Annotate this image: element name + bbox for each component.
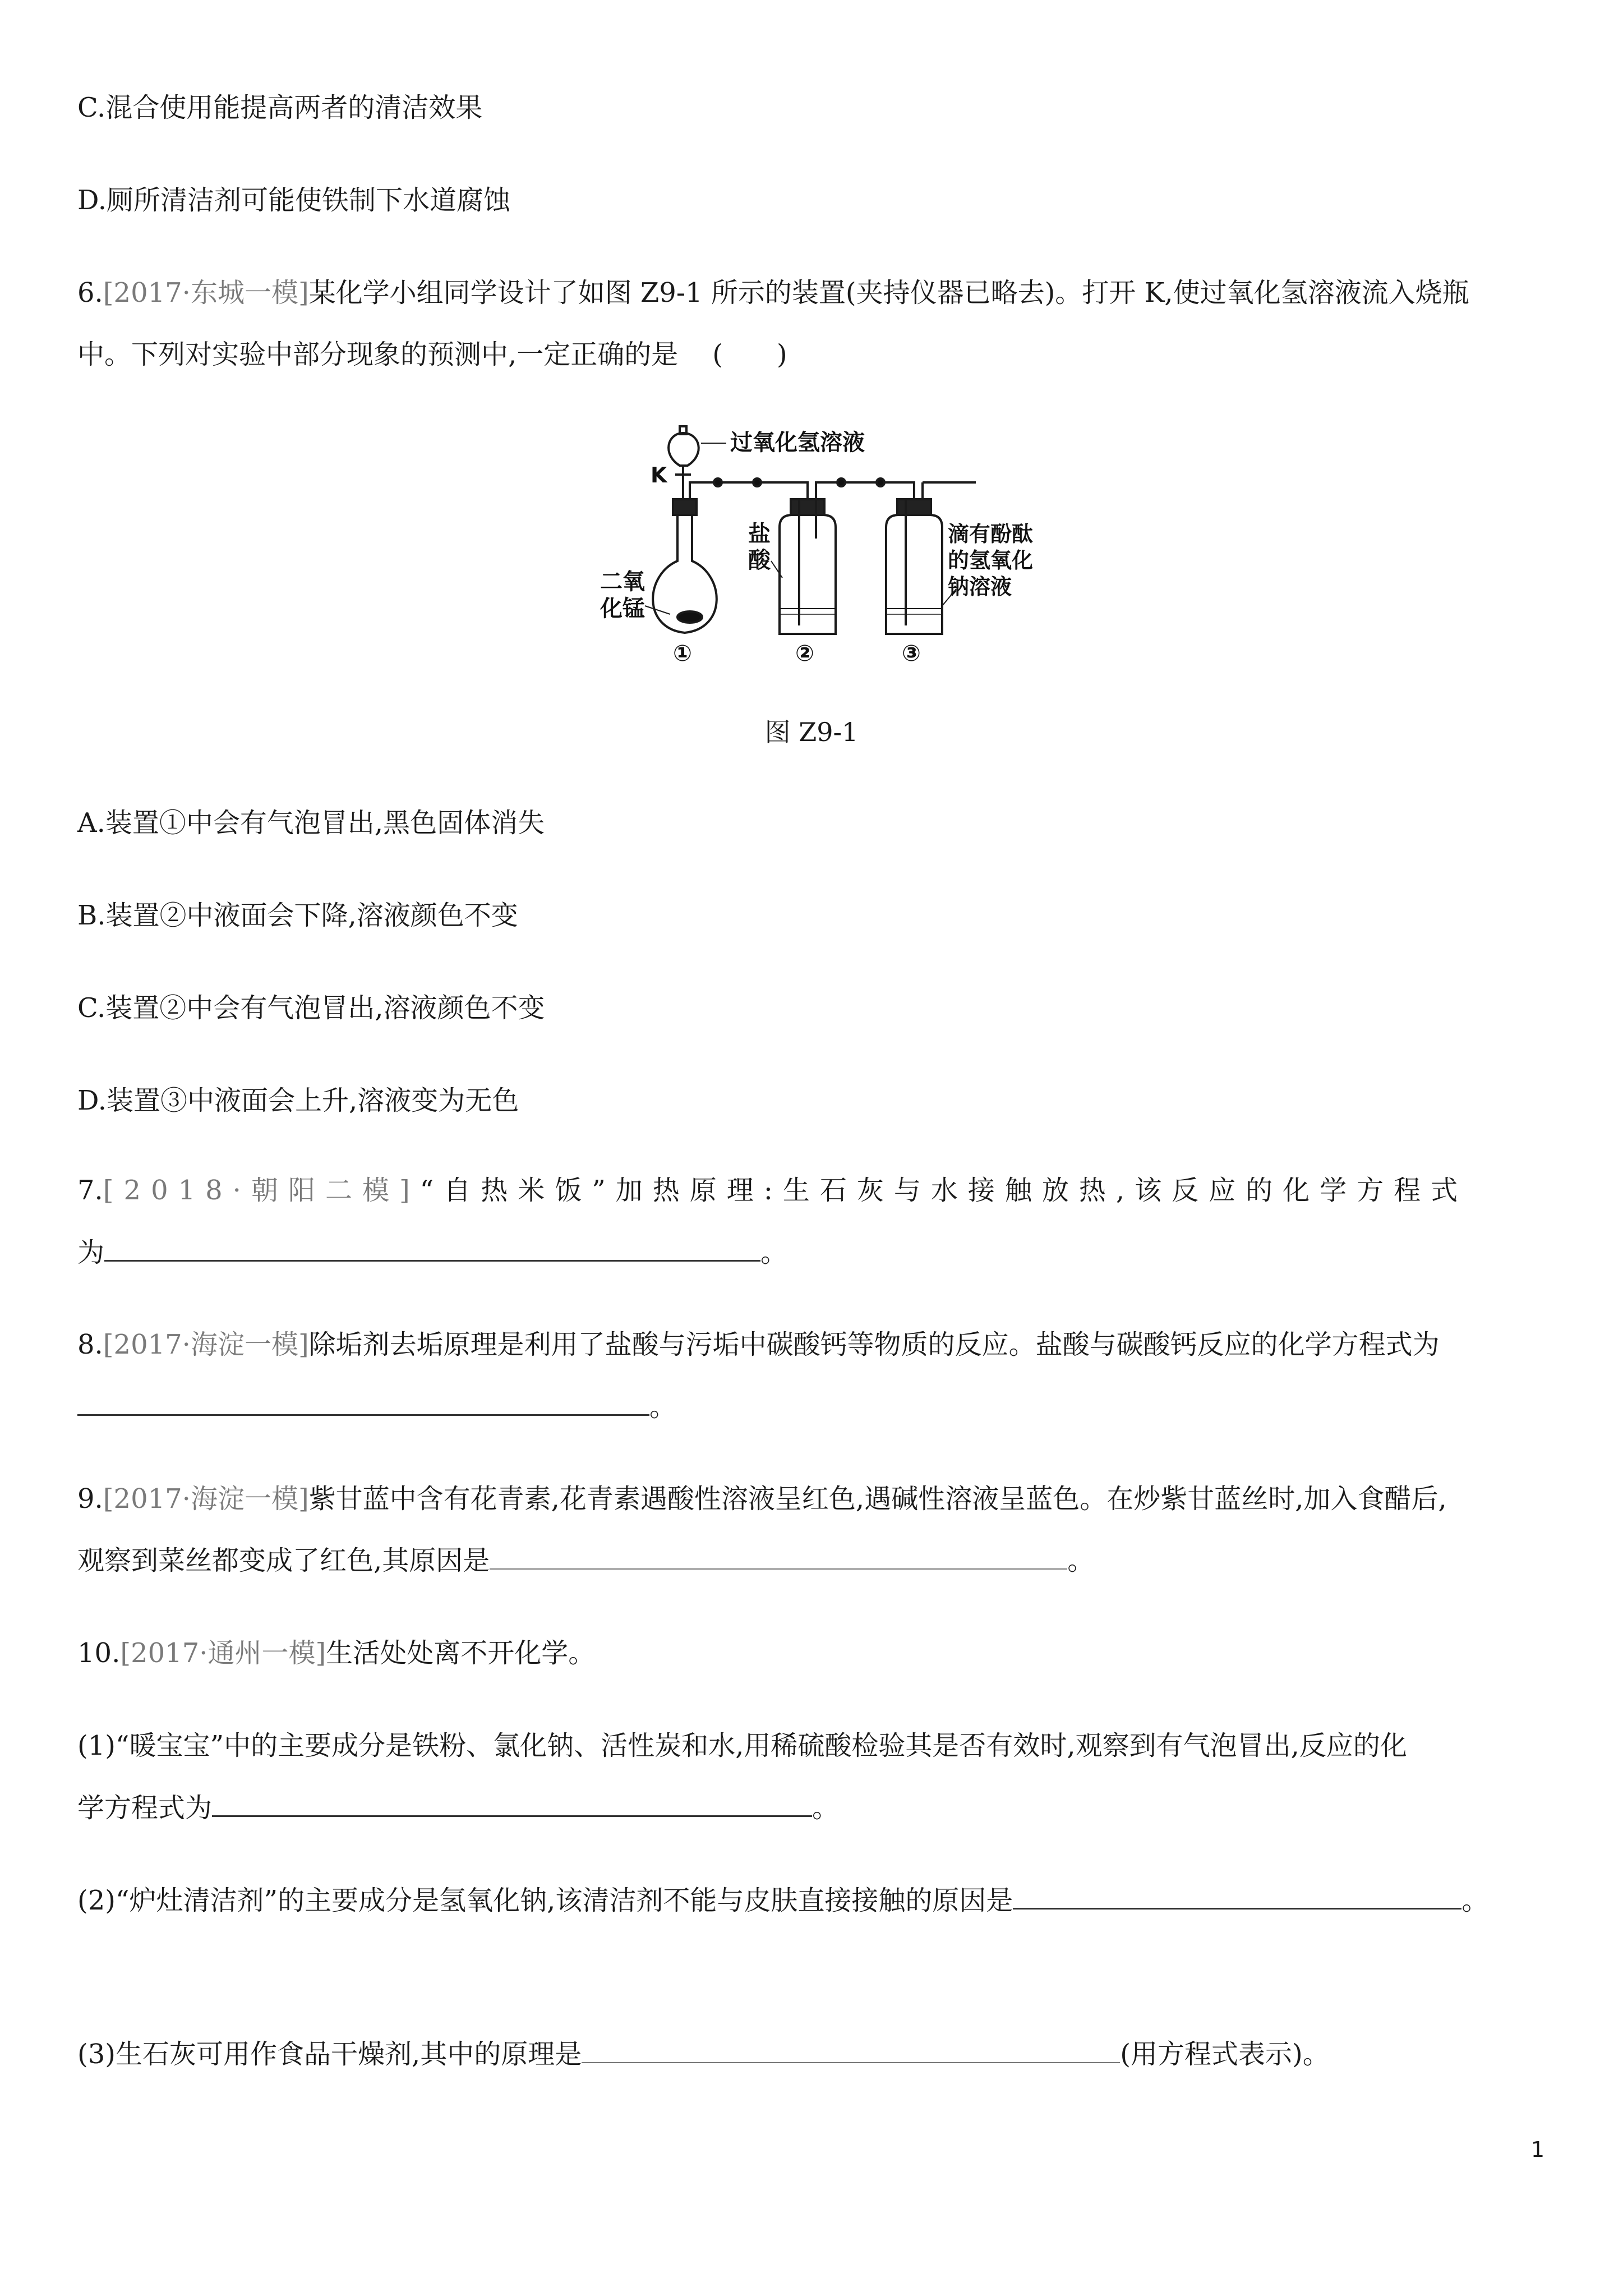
q10-source: [2017·通州一模] <box>120 1637 326 1669</box>
q9-source: [2017·海淀一模] <box>103 1483 309 1515</box>
q5-option-d: D.厕所清洁剂可能使铁制下水道腐蚀 <box>77 185 511 216</box>
label-naoh-line3: 钠溶液 <box>948 574 1012 599</box>
manganese-dioxide <box>677 611 702 623</box>
q6-source: [2017·东城一模] <box>103 277 309 309</box>
q8-text: 除垢剂去垢原理是利用了盐酸与污垢中碳酸钙等物质的反应。盐酸与碳酸钙反应的化学方程式为 <box>308 1329 1440 1360</box>
q9-number: 9. <box>77 1483 103 1515</box>
label-mno2-line1: 二氧 <box>600 569 645 595</box>
page-number: 1 <box>1530 2137 1544 2162</box>
q6-stem-line1 <box>77 275 1469 311</box>
label-apparatus-1: ① <box>673 641 692 666</box>
q6-option-d: D.装置③中液面会上升,溶液变为无色 <box>77 1085 519 1116</box>
q7-stem <box>77 1172 1468 1208</box>
separatory-funnel <box>668 433 699 466</box>
q7-suffix: 。 <box>760 1237 788 1268</box>
q10-part2 <box>77 1882 1488 1918</box>
q9-stem-line1 <box>77 1481 1447 1517</box>
q7-text: “自热米饭”加热原理:生石灰与水接触放热,该反应的化学方程式 <box>419 1175 1468 1206</box>
q8-answer-blank[interactable] <box>77 1388 649 1416</box>
q6-option-a: A.装置①中会有气泡冒出,黑色固体消失 <box>77 807 545 839</box>
q5-option-c: C.混合使用能提高两者的清洁效果 <box>77 92 483 123</box>
q9-text: 紫甘蓝中含有花青素,花青素遇酸性溶液呈红色,遇碱性溶液呈蓝色。在炒紫甘蓝丝时,加入食醋后, <box>308 1483 1447 1515</box>
q6-number: 6. <box>77 277 103 309</box>
label-k: K <box>651 463 667 487</box>
label-mno2-line2: 化锰 <box>600 596 645 622</box>
q7-source: [2018·朝阳二模] <box>103 1175 420 1206</box>
stopper-2 <box>791 499 824 515</box>
q10-part1-suffix: 。 <box>812 1792 840 1824</box>
q10-part1-line1: (1)“暖宝宝”中的主要成分是铁粉、氯化钠、活性炭和水,用稀硫酸检验其是否有效时,观察到有气泡冒出,反应的化 <box>77 1730 1407 1761</box>
q8-suffix: 。 <box>649 1391 677 1423</box>
label-hcl-line1: 盐 <box>748 521 771 547</box>
label-naoh-line1: 滴有酚酞 <box>948 522 1034 546</box>
q6-answer-parens: ( ) <box>712 339 787 370</box>
q6-option-b: B.装置②中液面会下降,溶液颜色不变 <box>77 900 518 931</box>
q10-part2-text: (2)“炉灶清洁剂”的主要成分是氢氧化钠,该清洁剂不能与皮肤直接接触的原因是 <box>77 1885 1013 1916</box>
stopper-1 <box>673 499 697 515</box>
q9-suffix: 。 <box>1067 1545 1095 1576</box>
label-hydrogen-peroxide: 过氧化氢溶液 <box>730 430 865 455</box>
q6-text: 某化学小组同学设计了如图 Z9-1 所示的装置(夹持仪器已略去)。打开 K,使过氧化氢溶液流入烧瓶 <box>308 277 1469 309</box>
q10-part3 <box>77 2036 1330 2072</box>
gas-bottle-3 <box>886 515 942 634</box>
q10-part1-answer-blank[interactable] <box>212 1789 812 1817</box>
q10-part3-suffix: (用方程式表示)。 <box>1120 2039 1330 2070</box>
q7-number: 7. <box>77 1175 103 1206</box>
q10-part1-text: 学方程式为 <box>77 1792 213 1824</box>
label-naoh-line2: 的氢氧化 <box>948 548 1034 573</box>
label-apparatus-3: ③ <box>902 641 921 666</box>
q6-option-c: C.装置②中会有气泡冒出,溶液颜色不变 <box>77 992 545 1024</box>
q9-stem-line2 <box>77 1543 1094 1579</box>
stopper-3 <box>897 499 931 515</box>
q10-number: 10. <box>77 1637 121 1669</box>
q7-answer-line <box>77 1234 787 1271</box>
label-hcl-line2: 酸 <box>748 547 771 573</box>
q6-stem-line2 <box>77 337 787 372</box>
q10-text: 生活处处离不开化学。 <box>326 1637 596 1669</box>
q9-answer-blank[interactable] <box>490 1543 1067 1570</box>
q10-part1-line2 <box>77 1789 839 1826</box>
q8-stem <box>77 1327 1440 1363</box>
q6-apparatus-figure <box>583 421 1054 670</box>
q8-answer-line <box>77 1388 676 1425</box>
q9-text2: 观察到菜丝都变成了红色,其原因是 <box>77 1545 490 1576</box>
apparatus-diagram <box>583 421 1054 668</box>
q8-number: 8. <box>77 1329 103 1360</box>
q10-part2-answer-blank[interactable] <box>1013 1882 1461 1910</box>
q10-stem <box>77 1635 595 1671</box>
q10-part3-text: (3)生石灰可用作食品干燥剂,其中的原理是 <box>77 2039 582 2070</box>
q7-prefix: 为 <box>77 1237 105 1268</box>
q10-part3-answer-blank[interactable] <box>582 2036 1120 2063</box>
figure-caption: 图 Z9-1 <box>764 717 859 747</box>
gas-bottle-2 <box>780 515 836 634</box>
q6-text2: 中。下列对实验中部分现象的预测中,一定正确的是 <box>77 339 679 370</box>
q8-source: [2017·海淀一模] <box>103 1329 309 1360</box>
q7-answer-blank[interactable] <box>104 1234 760 1262</box>
label-apparatus-2: ② <box>795 641 814 666</box>
q10-part2-suffix: 。 <box>1461 1885 1489 1916</box>
